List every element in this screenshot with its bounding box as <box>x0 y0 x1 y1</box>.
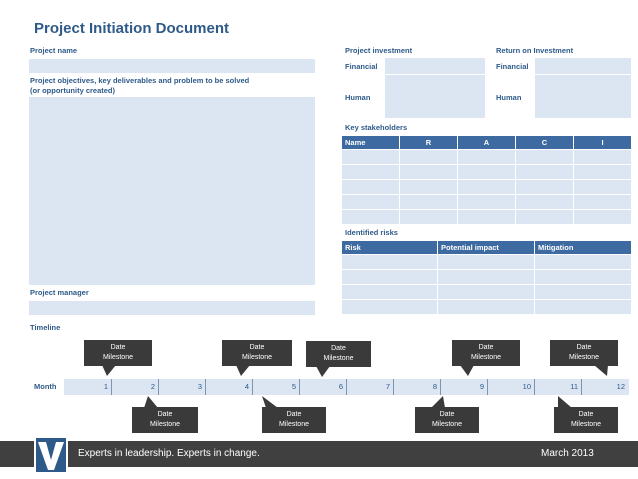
stakeholders-header-a: A <box>458 136 516 150</box>
month-tick <box>487 379 488 395</box>
table-cell[interactable] <box>535 285 632 300</box>
callout-pointer <box>102 365 116 377</box>
month-number: 2 <box>150 382 155 391</box>
table-row <box>342 150 632 165</box>
month-tick <box>158 379 159 395</box>
milestone-callout[interactable] <box>132 407 198 433</box>
footer-tagline: Experts in leadership. Experts in change. <box>78 448 260 459</box>
table-row <box>342 285 632 300</box>
stakeholders-header-i: I <box>574 136 632 150</box>
table-cell[interactable] <box>342 150 400 165</box>
callout-pointer <box>429 396 445 408</box>
month-number: 6 <box>338 382 343 391</box>
month-number: 3 <box>197 382 202 391</box>
month-number: 5 <box>291 382 296 391</box>
callout-date: Date <box>157 411 173 418</box>
project-manager-field[interactable] <box>29 301 315 315</box>
identified-risks-label: Identified risks <box>345 228 398 237</box>
table-cell[interactable] <box>438 300 535 315</box>
table-cell[interactable] <box>574 165 632 180</box>
table-row <box>342 210 632 225</box>
roi-financial-label: Financial <box>496 62 529 71</box>
roi-financial-field[interactable] <box>535 58 631 74</box>
callout-milestone: Milestone <box>571 421 601 428</box>
table-cell[interactable] <box>342 195 400 210</box>
month-tick <box>205 379 206 395</box>
month-number: 12 <box>616 382 625 391</box>
stakeholders-header-r: R <box>400 136 458 150</box>
month-tick <box>581 379 582 395</box>
table-row <box>342 195 632 210</box>
month-number: 4 <box>244 382 249 391</box>
callout-milestone: Milestone <box>103 354 133 361</box>
callout-date: Date <box>576 344 592 351</box>
footer-date: March 2013 <box>541 448 594 459</box>
roi-human-field[interactable] <box>535 75 631 118</box>
month-number: 11 <box>570 382 578 391</box>
timeline-month-bar <box>64 379 629 395</box>
milestone-callout[interactable] <box>84 340 152 366</box>
table-cell[interactable] <box>400 150 458 165</box>
callout-milestone: Milestone <box>432 421 462 428</box>
month-tick <box>393 379 394 395</box>
timeline-label: Timeline <box>30 323 61 332</box>
table-cell[interactable] <box>516 195 574 210</box>
table-cell[interactable] <box>516 180 574 195</box>
table-row <box>342 270 632 285</box>
month-tick <box>111 379 112 395</box>
table-row <box>342 165 632 180</box>
table-cell[interactable] <box>342 300 438 315</box>
table-cell[interactable] <box>400 165 458 180</box>
objectives-label-line2: (or opportunity created) <box>30 86 116 95</box>
month-label: Month <box>34 382 57 391</box>
table-cell[interactable] <box>400 210 458 225</box>
table-cell[interactable] <box>458 165 516 180</box>
milestone-callout[interactable] <box>222 340 292 366</box>
month-tick <box>534 379 535 395</box>
table-cell[interactable] <box>342 165 400 180</box>
table-cell[interactable] <box>535 270 632 285</box>
callout-pointer <box>460 365 474 377</box>
table-cell[interactable] <box>438 285 535 300</box>
risks-header-impact: Potential impact <box>438 241 535 255</box>
table-cell[interactable] <box>400 180 458 195</box>
callout-pointer <box>144 396 158 408</box>
stakeholders-header-c: C <box>516 136 574 150</box>
milestone-callout[interactable] <box>550 340 618 366</box>
footer-bar <box>0 441 638 467</box>
table-cell[interactable] <box>458 150 516 165</box>
table-row <box>342 255 632 270</box>
table-cell[interactable] <box>342 180 400 195</box>
table-cell[interactable] <box>574 180 632 195</box>
month-number: 10 <box>522 382 531 391</box>
month-tick <box>346 379 347 395</box>
table-row <box>342 300 632 315</box>
callout-milestone: Milestone <box>242 354 272 361</box>
table-cell[interactable] <box>535 255 632 270</box>
table-cell[interactable] <box>458 180 516 195</box>
callout-pointer <box>236 365 250 377</box>
callout-milestone: Milestone <box>471 354 501 361</box>
callout-milestone: Milestone <box>150 421 180 428</box>
callout-pointer <box>594 365 608 377</box>
table-cell[interactable] <box>574 210 632 225</box>
callout-date: Date <box>331 345 346 352</box>
table-cell[interactable] <box>400 195 458 210</box>
callout-milestone: Milestone <box>323 355 354 362</box>
table-cell[interactable] <box>342 270 438 285</box>
callout-milestone: Milestone <box>279 421 309 428</box>
callout-pointer <box>262 396 278 408</box>
milestone-callout[interactable] <box>415 407 479 433</box>
month-number: 8 <box>432 382 437 391</box>
callout-pointer <box>556 396 572 408</box>
table-cell[interactable] <box>535 300 632 315</box>
investment-financial-label: Financial <box>345 62 378 71</box>
project-investment-label: Project investment <box>345 46 413 55</box>
objectives-field[interactable] <box>29 97 315 285</box>
roi-human-label: Human <box>496 93 522 102</box>
risks-table <box>341 240 632 315</box>
month-number: 1 <box>103 382 108 391</box>
objectives-label-line1: Project objectives, key deliverables and problem to be solved <box>30 76 250 85</box>
milestone-callout[interactable] <box>306 341 371 367</box>
table-cell[interactable] <box>516 150 574 165</box>
table-cell[interactable] <box>516 165 574 180</box>
milestone-callout[interactable] <box>262 407 326 433</box>
callout-pointer <box>316 366 330 378</box>
key-stakeholders-label: Key stakeholders <box>345 123 408 132</box>
month-number: 9 <box>479 382 484 391</box>
table-cell[interactable] <box>458 195 516 210</box>
table-cell[interactable] <box>438 255 535 270</box>
table-cell[interactable] <box>574 150 632 165</box>
month-tick <box>299 379 300 395</box>
investment-human-label: Human <box>345 93 371 102</box>
table-cell[interactable] <box>342 285 438 300</box>
month-tick <box>440 379 441 395</box>
table-cell[interactable] <box>574 195 632 210</box>
table-row <box>342 180 632 195</box>
month-number: 7 <box>385 382 390 391</box>
table-cell[interactable] <box>438 270 535 285</box>
callout-date: Date <box>249 344 265 351</box>
month-tick <box>252 379 253 395</box>
company-logo-icon <box>34 436 68 474</box>
investment-financial-field[interactable] <box>385 58 485 74</box>
table-cell[interactable] <box>342 210 400 225</box>
milestone-callout[interactable] <box>452 340 520 366</box>
table-cell[interactable] <box>342 255 438 270</box>
table-cell[interactable] <box>516 210 574 225</box>
callout-date: Date <box>439 411 455 418</box>
stakeholders-header-name: Name <box>342 136 400 150</box>
risks-header-risk: Risk <box>342 241 438 255</box>
project-manager-label: Project manager <box>30 288 89 297</box>
investment-human-field[interactable] <box>385 75 485 118</box>
callout-date: Date <box>578 411 594 418</box>
project-name-label: Project name <box>30 46 78 55</box>
callout-milestone: Milestone <box>569 354 599 361</box>
roi-label: Return on Investment <box>496 46 574 55</box>
milestone-callout[interactable] <box>554 407 618 433</box>
stakeholders-table <box>341 135 632 225</box>
page-title: Project Initiation Document <box>34 20 230 37</box>
project-name-field[interactable] <box>29 59 315 73</box>
risks-header-row <box>342 241 632 255</box>
table-cell[interactable] <box>458 210 516 225</box>
stakeholders-header-row <box>342 136 632 150</box>
risks-header-mitigation: Mitigation <box>535 241 632 255</box>
callout-date: Date <box>110 344 126 351</box>
callout-date: Date <box>286 411 302 418</box>
callout-date: Date <box>478 344 494 351</box>
